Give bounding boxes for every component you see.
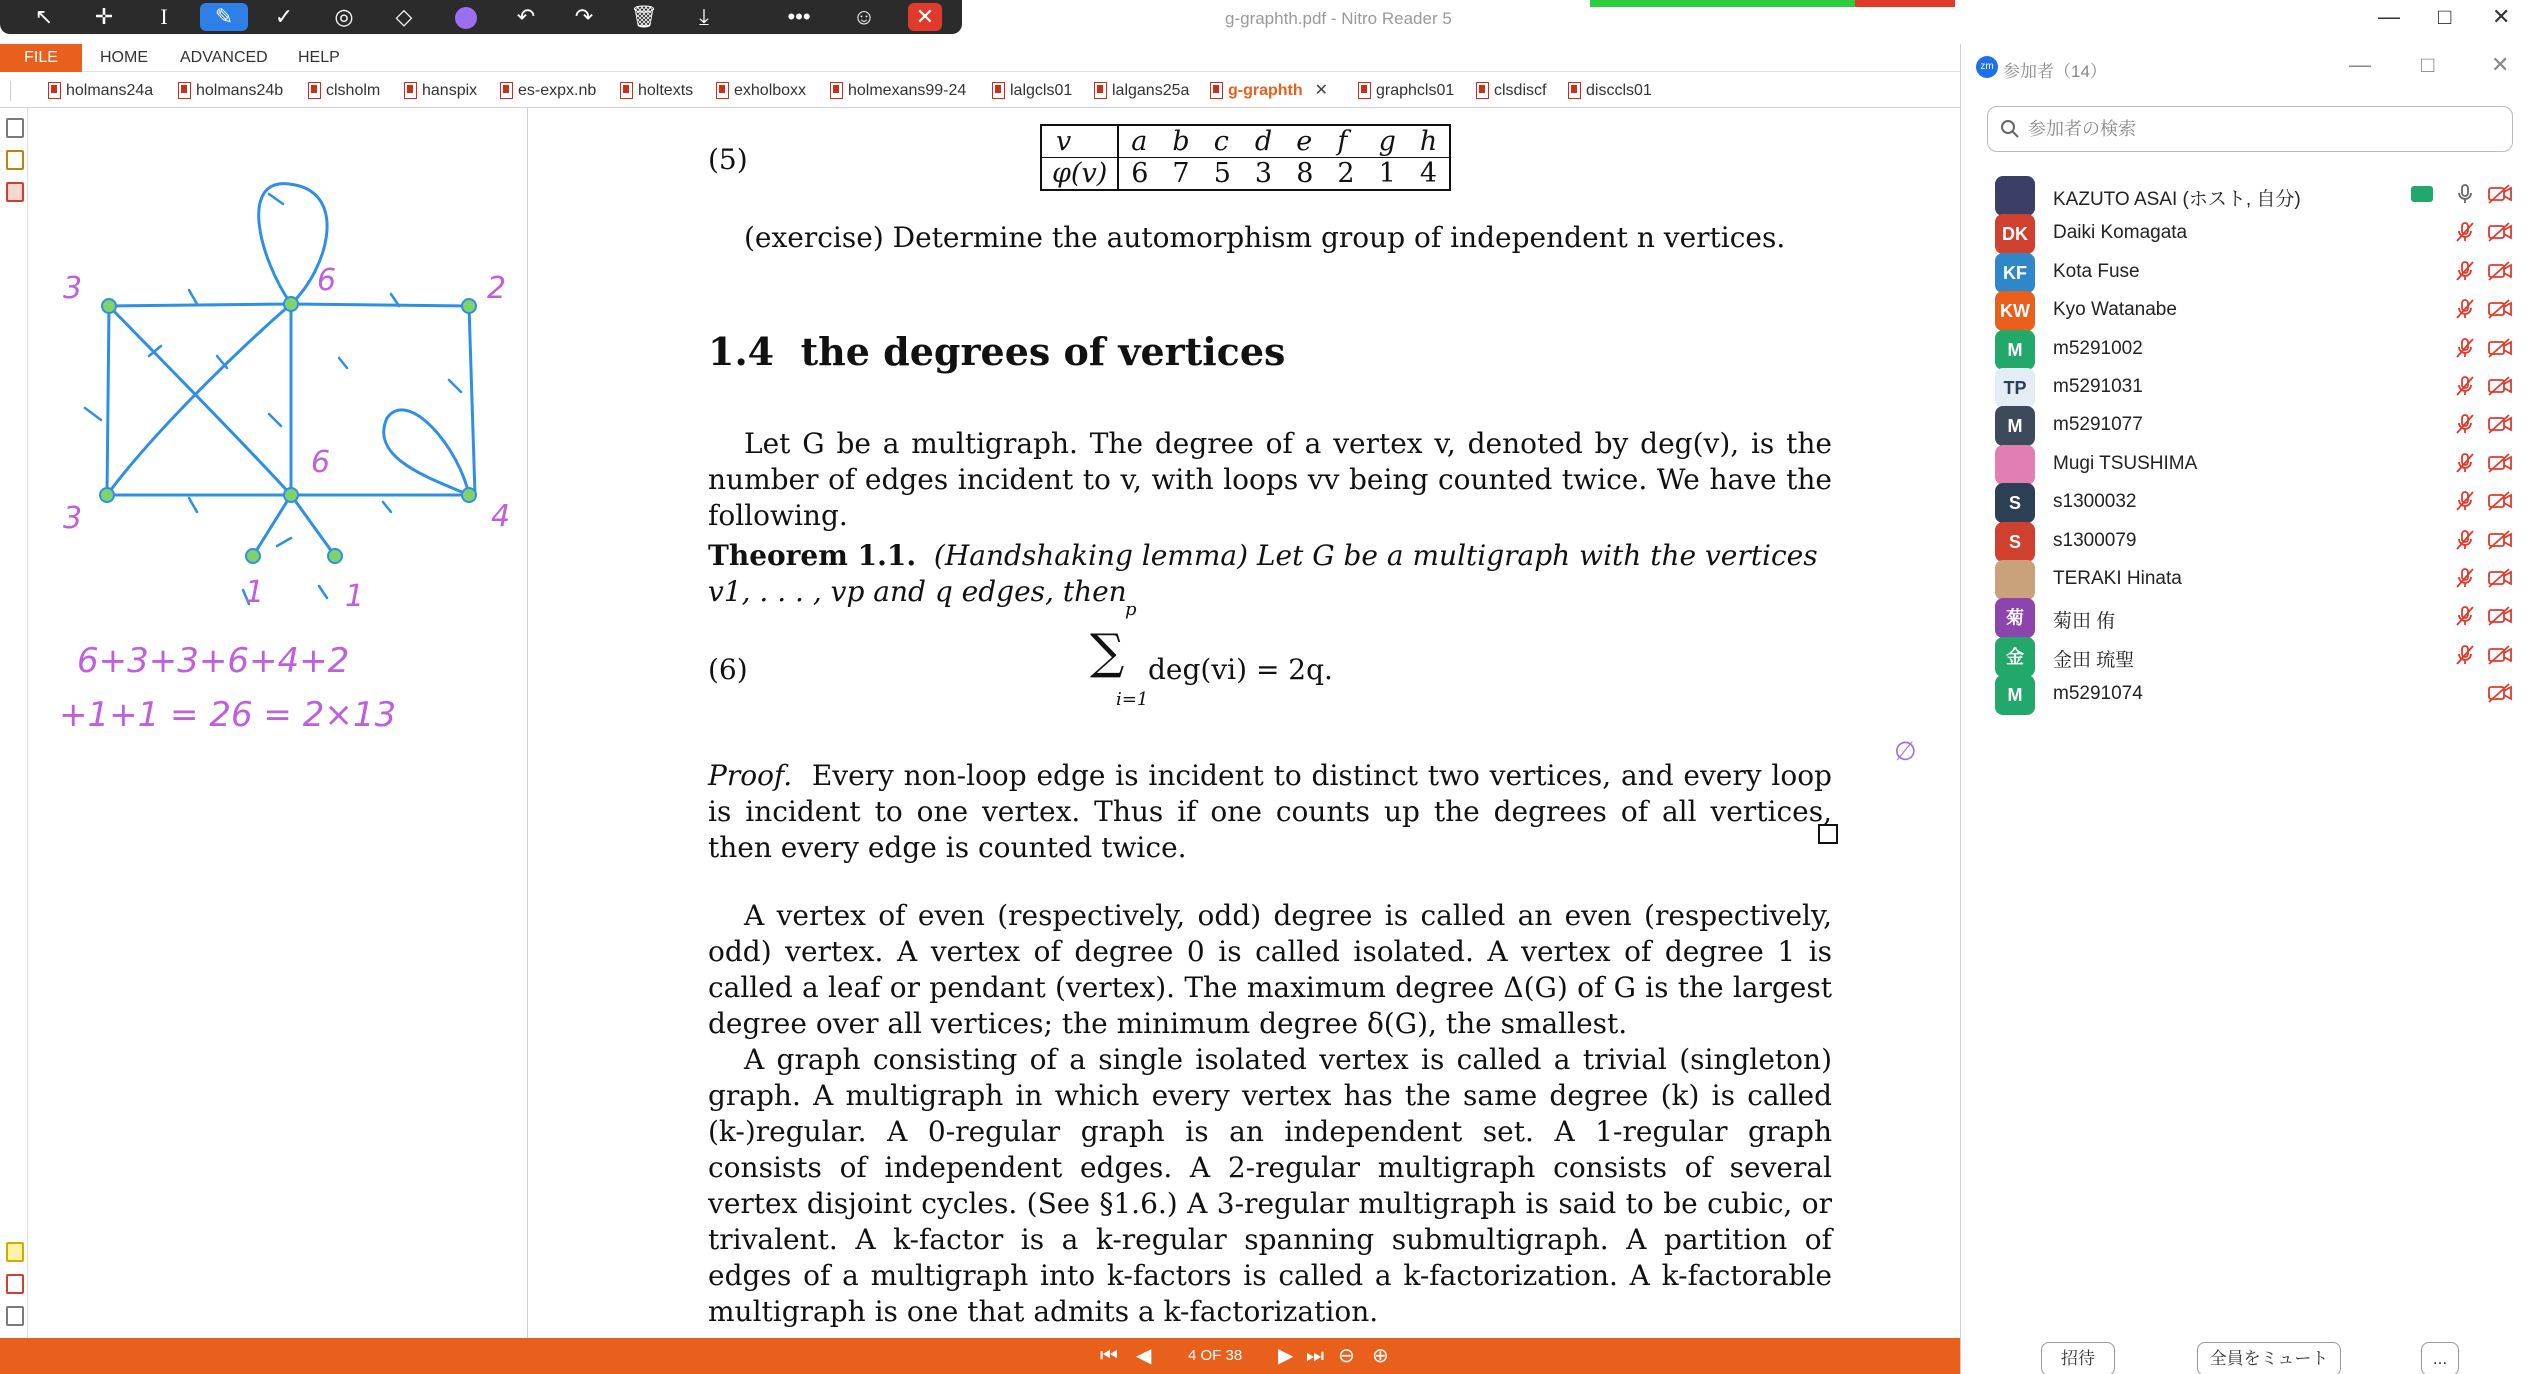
video-off-icon[interactable] <box>2487 412 2511 436</box>
mic-muted-icon[interactable] <box>2453 566 2477 590</box>
table-cell: d <box>1243 125 1284 158</box>
pdf-file-icon <box>500 82 513 99</box>
pdf-file-icon <box>404 82 417 99</box>
video-off-icon[interactable] <box>2487 259 2511 283</box>
mute-all-button[interactable]: 全員をミュート <box>2197 1342 2341 1374</box>
move-icon[interactable]: ✛ <box>94 4 114 29</box>
pdf-file-icon <box>178 82 191 99</box>
video-off-icon[interactable] <box>2487 336 2511 360</box>
vertex-label: 3 <box>63 271 83 306</box>
screen-share-icon <box>2411 186 2433 202</box>
tab-label: holtexts <box>638 82 694 99</box>
participant-name: 金田 琉聖 <box>2053 649 2135 671</box>
section-number: 1.4 <box>708 329 775 374</box>
mic-muted-icon[interactable] <box>2453 489 2477 513</box>
mic-muted-icon[interactable] <box>2453 412 2477 436</box>
annotation-toolbar <box>0 0 962 34</box>
next-page-icon[interactable]: ▶ <box>1278 1345 1294 1367</box>
video-off-icon[interactable] <box>2487 182 2511 206</box>
pdf-file-icon <box>1358 82 1371 99</box>
video-off-icon[interactable] <box>2487 451 2511 475</box>
menu-home[interactable]: HOME <box>100 49 148 66</box>
tab-disccls01[interactable] <box>1566 79 1652 103</box>
participant-name: Mugi TSUSHIMA <box>2053 452 2198 474</box>
stop-share-indicator[interactable] <box>1855 0 1955 7</box>
vertex-label: 2 <box>487 271 507 306</box>
files-icon[interactable] <box>6 1274 24 1294</box>
participant-name: s1300079 <box>2053 529 2137 551</box>
tab-holmans24b[interactable] <box>176 79 283 103</box>
document-tabs <box>0 72 1960 108</box>
invite-button[interactable]: 招待 <box>2041 1342 2115 1374</box>
bookmarks-icon[interactable] <box>6 182 24 202</box>
person-icon[interactable]: ☺ <box>852 4 876 29</box>
section-heading <box>708 330 1285 374</box>
pdf-file-icon <box>1476 82 1489 99</box>
theorem-label: Theorem 1.1. <box>708 539 917 572</box>
status-bar <box>0 1338 1960 1374</box>
tab-exholboxx[interactable] <box>714 79 806 103</box>
ribbon-menu <box>0 44 1960 72</box>
mic-muted-icon[interactable] <box>2453 604 2477 628</box>
vertex-label: 1 <box>345 579 365 614</box>
avatar: 菊 <box>1995 598 2035 638</box>
vertex-label: 1 <box>245 575 265 610</box>
zoom-logo-icon: zm <box>1976 56 1998 78</box>
pages-panel-icon[interactable] <box>6 118 24 138</box>
download-icon[interactable]: ⤓ <box>699 4 709 29</box>
tab-divider <box>10 81 11 101</box>
table-cell: b <box>1160 125 1201 158</box>
automorphism-table <box>1040 124 1451 191</box>
table-cell: 3 <box>1243 158 1284 191</box>
tab-label: holmans24a <box>66 82 154 99</box>
panel-close-icon[interactable]: ✕ <box>2491 52 2510 77</box>
stamp-icon[interactable]: ◎ <box>334 4 354 29</box>
pdf-file-icon <box>1094 82 1107 99</box>
participant-name: m5291031 <box>2053 376 2143 397</box>
pointer-icon[interactable]: ↖ <box>34 4 54 29</box>
table-cell: 5 <box>1202 158 1243 191</box>
proof <box>708 758 1832 866</box>
participant-name: 菊田 侑 <box>2053 611 2116 633</box>
avatar: KW <box>1995 291 2035 331</box>
more-options-button[interactable]: ... <box>2421 1342 2459 1374</box>
tab-close-icon[interactable]: ✕ <box>1314 82 1329 99</box>
panel-minimize-icon[interactable]: — <box>2349 52 2371 77</box>
vertex-label: 6 <box>317 263 337 298</box>
layers-icon[interactable] <box>6 1306 24 1326</box>
tab-g-graphth[interactable] <box>1208 79 1328 103</box>
avatar: M <box>1995 406 2035 446</box>
handwritten-sum-line-2: +1+1 = 26 = 2×13 <box>59 695 397 735</box>
table-cell: e <box>1284 125 1325 158</box>
summation-lower: i=1 <box>1116 689 1149 710</box>
paragraph-regular: A graph consisting of a single isolated vertex is called a trivial (singleton) graph. A multigraph in which every vertex has the same degree (k) is called (k-)regular. A 0-regular graph is an independent set. A 1-regular graph consists of independent edges. A 2-regular multigraph consists of several vertex disjoint cycles. (See §1.6.) A 3-regular multigraph is said to be cubic, or trivalent. A k-factor is a k-regular spanning submultigraph. A partition of edges of a multigraph into k-factors is called a k-factorization. A k-factorable multigraph is one that admits a k-factorization. <box>708 1043 1832 1328</box>
mic-muted-icon[interactable] <box>2453 259 2477 283</box>
tab-label: graphcls01 <box>1376 82 1455 99</box>
search-icon <box>2000 119 2020 139</box>
handwritten-notes-pane[interactable] <box>29 108 528 1338</box>
comments-icon[interactable] <box>6 1242 24 1262</box>
participant-row[interactable] <box>1987 669 2517 719</box>
tab-label: lalgcls01 <box>1010 82 1073 99</box>
left-tool-strip <box>0 108 28 1338</box>
attachments-icon[interactable] <box>6 150 24 170</box>
participant-name: s1300032 <box>2053 491 2137 513</box>
proof-body: Every non-loop edge is incident to distinct two vertices, and every loop is incident to one vertex. Thus if one counts up the degrees of all vertices, then every edge is counted twice. <box>708 759 1832 864</box>
maximize-icon[interactable]: □ <box>2438 4 2452 29</box>
theorem-body: (Handshaking lemma) Let G be a multigraph with the vertices v1, . . . , vp and q edges, then <box>708 539 1818 608</box>
video-off-icon[interactable] <box>2487 643 2511 667</box>
mic-muted-icon[interactable] <box>2453 451 2477 475</box>
avatar: S <box>1995 522 2035 562</box>
annotation-mark-icon: ∅ <box>1894 736 1917 766</box>
table-cell: a <box>1118 125 1160 158</box>
table-row <box>1041 158 1450 191</box>
vertex-label: 6 <box>311 445 331 480</box>
table-cell: c <box>1202 125 1243 158</box>
tab-holmans24a[interactable] <box>46 79 153 103</box>
color-dot-icon[interactable] <box>452 3 480 31</box>
avatar: 金 <box>1995 637 2035 677</box>
table-cell: 4 <box>1408 158 1450 191</box>
tab-holtexts[interactable] <box>618 79 693 103</box>
participants-title: 参加者（14） <box>2003 62 2107 81</box>
video-off-icon[interactable] <box>2487 681 2511 705</box>
participant-name: Kyo Watanabe <box>2053 299 2177 321</box>
file-menu[interactable]: FILE <box>0 44 82 72</box>
vertex-label: 4 <box>491 499 511 534</box>
video-off-icon[interactable] <box>2487 297 2511 321</box>
pdf-file-icon <box>716 82 729 99</box>
table-cell: φ(v) <box>1041 158 1118 191</box>
video-off-icon[interactable] <box>2487 604 2511 628</box>
exercise-text: (exercise) Determine the automorphism group of independent n vertices. <box>744 221 1786 254</box>
equation-body: deg(vi) = 2q. <box>1148 653 1333 686</box>
participant-name: KAZUTO ASAI (ホスト, 自分) <box>2053 189 2301 210</box>
tab-label: exholboxx <box>734 82 807 99</box>
share-indicator <box>1590 0 1855 7</box>
mic-icon[interactable] <box>2453 182 2477 206</box>
table-cell: 7 <box>1160 158 1201 191</box>
tab-lalgans25a[interactable] <box>1092 79 1189 103</box>
pdf-file-icon <box>308 82 321 99</box>
table-cell: f <box>1325 125 1366 158</box>
panel-popout-icon[interactable]: □ <box>2421 52 2435 77</box>
pdf-file-icon <box>830 82 843 99</box>
last-page-icon[interactable]: ⏭ <box>1306 1345 1324 1367</box>
undo-icon[interactable]: ↶ <box>516 4 536 29</box>
tab-label: lalgans25a <box>1112 82 1190 99</box>
video-off-icon[interactable] <box>2487 566 2511 590</box>
avatar: M <box>1995 675 2035 715</box>
pdf-file-icon <box>1210 82 1223 99</box>
pdf-file-icon <box>992 82 1005 99</box>
table-cell: 6 <box>1118 158 1160 191</box>
tab-label: clsholm <box>326 82 381 99</box>
redo-icon[interactable]: ↷ <box>574 4 594 29</box>
tab-label: clsdiscf <box>1494 82 1547 99</box>
tab-label: holmans24b <box>196 82 284 99</box>
eraser-icon[interactable]: ◇ <box>395 4 413 29</box>
mic-muted-icon[interactable] <box>2453 220 2477 244</box>
zoom-panel-header <box>1961 44 2533 88</box>
table-cell: 1 <box>1367 158 1408 191</box>
more-icon[interactable]: ••• <box>787 4 811 29</box>
pen-icon[interactable]: ✎ <box>200 3 248 31</box>
qed-box <box>1818 824 1838 844</box>
tab-label: g-graphth <box>1228 82 1303 99</box>
close-icon[interactable]: ✕ <box>908 3 942 31</box>
table-cell: h <box>1408 125 1450 158</box>
paragraph-degree-definition: Let G be a multigraph. The degree of a vertex v, denoted by deg(v), is the number of edges incident to v, with loops vv being counted twice. We have the following. <box>708 427 1832 532</box>
tab-clsdiscf[interactable] <box>1474 79 1546 103</box>
table-cell: v <box>1041 125 1118 158</box>
equation-number: (6) <box>708 653 748 686</box>
vertex-label: 3 <box>63 501 83 536</box>
check-icon[interactable]: ✓ <box>274 4 294 29</box>
participant-name: TERAKI Hinata <box>2053 568 2182 589</box>
pdf-file-icon <box>1568 82 1581 99</box>
menu-help[interactable]: HELP <box>298 49 340 66</box>
window-close-icon[interactable]: ✕ <box>2492 4 2511 29</box>
tab-clsholm[interactable] <box>306 79 380 103</box>
table-cell: g <box>1367 125 1408 158</box>
tab-label: holmexans99-24 <box>848 82 967 99</box>
avatar: M <box>1995 330 2035 370</box>
previous-page-icon[interactable]: ◀ <box>1136 1345 1152 1367</box>
window-title: g-graphth.pdf - Nitro Reader 5 <box>1225 9 1452 28</box>
page-indicator[interactable]: 4 OF 38 <box>1188 1347 1243 1364</box>
video-off-icon[interactable] <box>2487 220 2511 244</box>
table-cell: 8 <box>1284 158 1325 191</box>
summation-upper: p <box>1125 599 1137 620</box>
pdf-page <box>700 108 1840 1338</box>
participant-name: m5291077 <box>2053 414 2143 436</box>
participant-name: m5291002 <box>2053 337 2143 359</box>
tab-es-expx[interactable] <box>498 79 596 103</box>
participant-name: m5291074 <box>2053 683 2143 705</box>
video-off-icon[interactable] <box>2487 374 2511 398</box>
pdf-file-icon <box>48 82 61 99</box>
participant-search[interactable] <box>1987 106 2513 152</box>
avatar: S <box>1995 483 2035 523</box>
proof-label: Proof. <box>708 759 793 792</box>
section-title: the degrees of vertices <box>800 329 1286 374</box>
tab-label: disccls01 <box>1586 82 1652 99</box>
mic-muted-icon[interactable] <box>2453 297 2477 321</box>
tab-lalgcls01[interactable] <box>990 79 1072 103</box>
participant-name: Kota Fuse <box>2053 260 2140 282</box>
back-view-icon[interactable]: ⊖ <box>1338 1345 1355 1367</box>
mic-muted-icon[interactable] <box>2453 374 2477 398</box>
mic-muted-icon[interactable] <box>2453 336 2477 360</box>
search-input[interactable] <box>2028 115 2498 143</box>
summation-symbol: ∑ <box>1090 624 1125 680</box>
minimize-icon[interactable]: — <box>2378 4 2400 29</box>
menu-advanced[interactable]: ADVANCED <box>180 49 268 66</box>
avatar: DK <box>1995 214 2035 254</box>
mic-muted-icon[interactable] <box>2453 643 2477 667</box>
handwritten-sum-line-1: 6+3+3+6+4+2 <box>77 641 350 681</box>
video-off-icon[interactable] <box>2487 528 2511 552</box>
tab-holmexans99-24[interactable] <box>828 79 966 103</box>
forward-view-icon[interactable]: ⊕ <box>1372 1345 1389 1367</box>
participant-name: Daiki Komagata <box>2053 222 2188 244</box>
handwritten-graph-sketch <box>29 108 528 748</box>
avatar: KF <box>1995 253 2035 293</box>
mic-muted-icon[interactable] <box>2453 528 2477 552</box>
tab-hanspix[interactable] <box>402 79 477 103</box>
theorem <box>708 538 1832 610</box>
avatar: TP <box>1995 368 2035 408</box>
table-cell: 2 <box>1325 158 1366 191</box>
equation-number: (5) <box>708 143 748 176</box>
tab-label: hanspix <box>422 82 478 99</box>
video-off-icon[interactable] <box>2487 489 2511 513</box>
zoom-participants-panel <box>1960 44 2533 1374</box>
table-row <box>1041 125 1450 158</box>
tab-graphcls01[interactable] <box>1356 79 1454 103</box>
tab-label: es-expx.nb <box>518 82 597 99</box>
text-cursor-icon[interactable]: I <box>160 4 168 29</box>
trash-icon[interactable]: 🗑 <box>630 4 658 29</box>
first-page-icon[interactable]: ⏮ <box>1100 1345 1118 1367</box>
paragraph-even-odd: A vertex of even (respectively, odd) degree is called an even (respectively, odd) vertex. A vertex of degree 0 is called isolated. A vertex of degree 1 is called a leaf or pendant (vertex). The maximum degree Δ(G) of G is the largest degree over all vertices; the minimum degree δ(G), the smallest. <box>708 899 1832 1040</box>
pdf-file-icon <box>620 82 633 99</box>
